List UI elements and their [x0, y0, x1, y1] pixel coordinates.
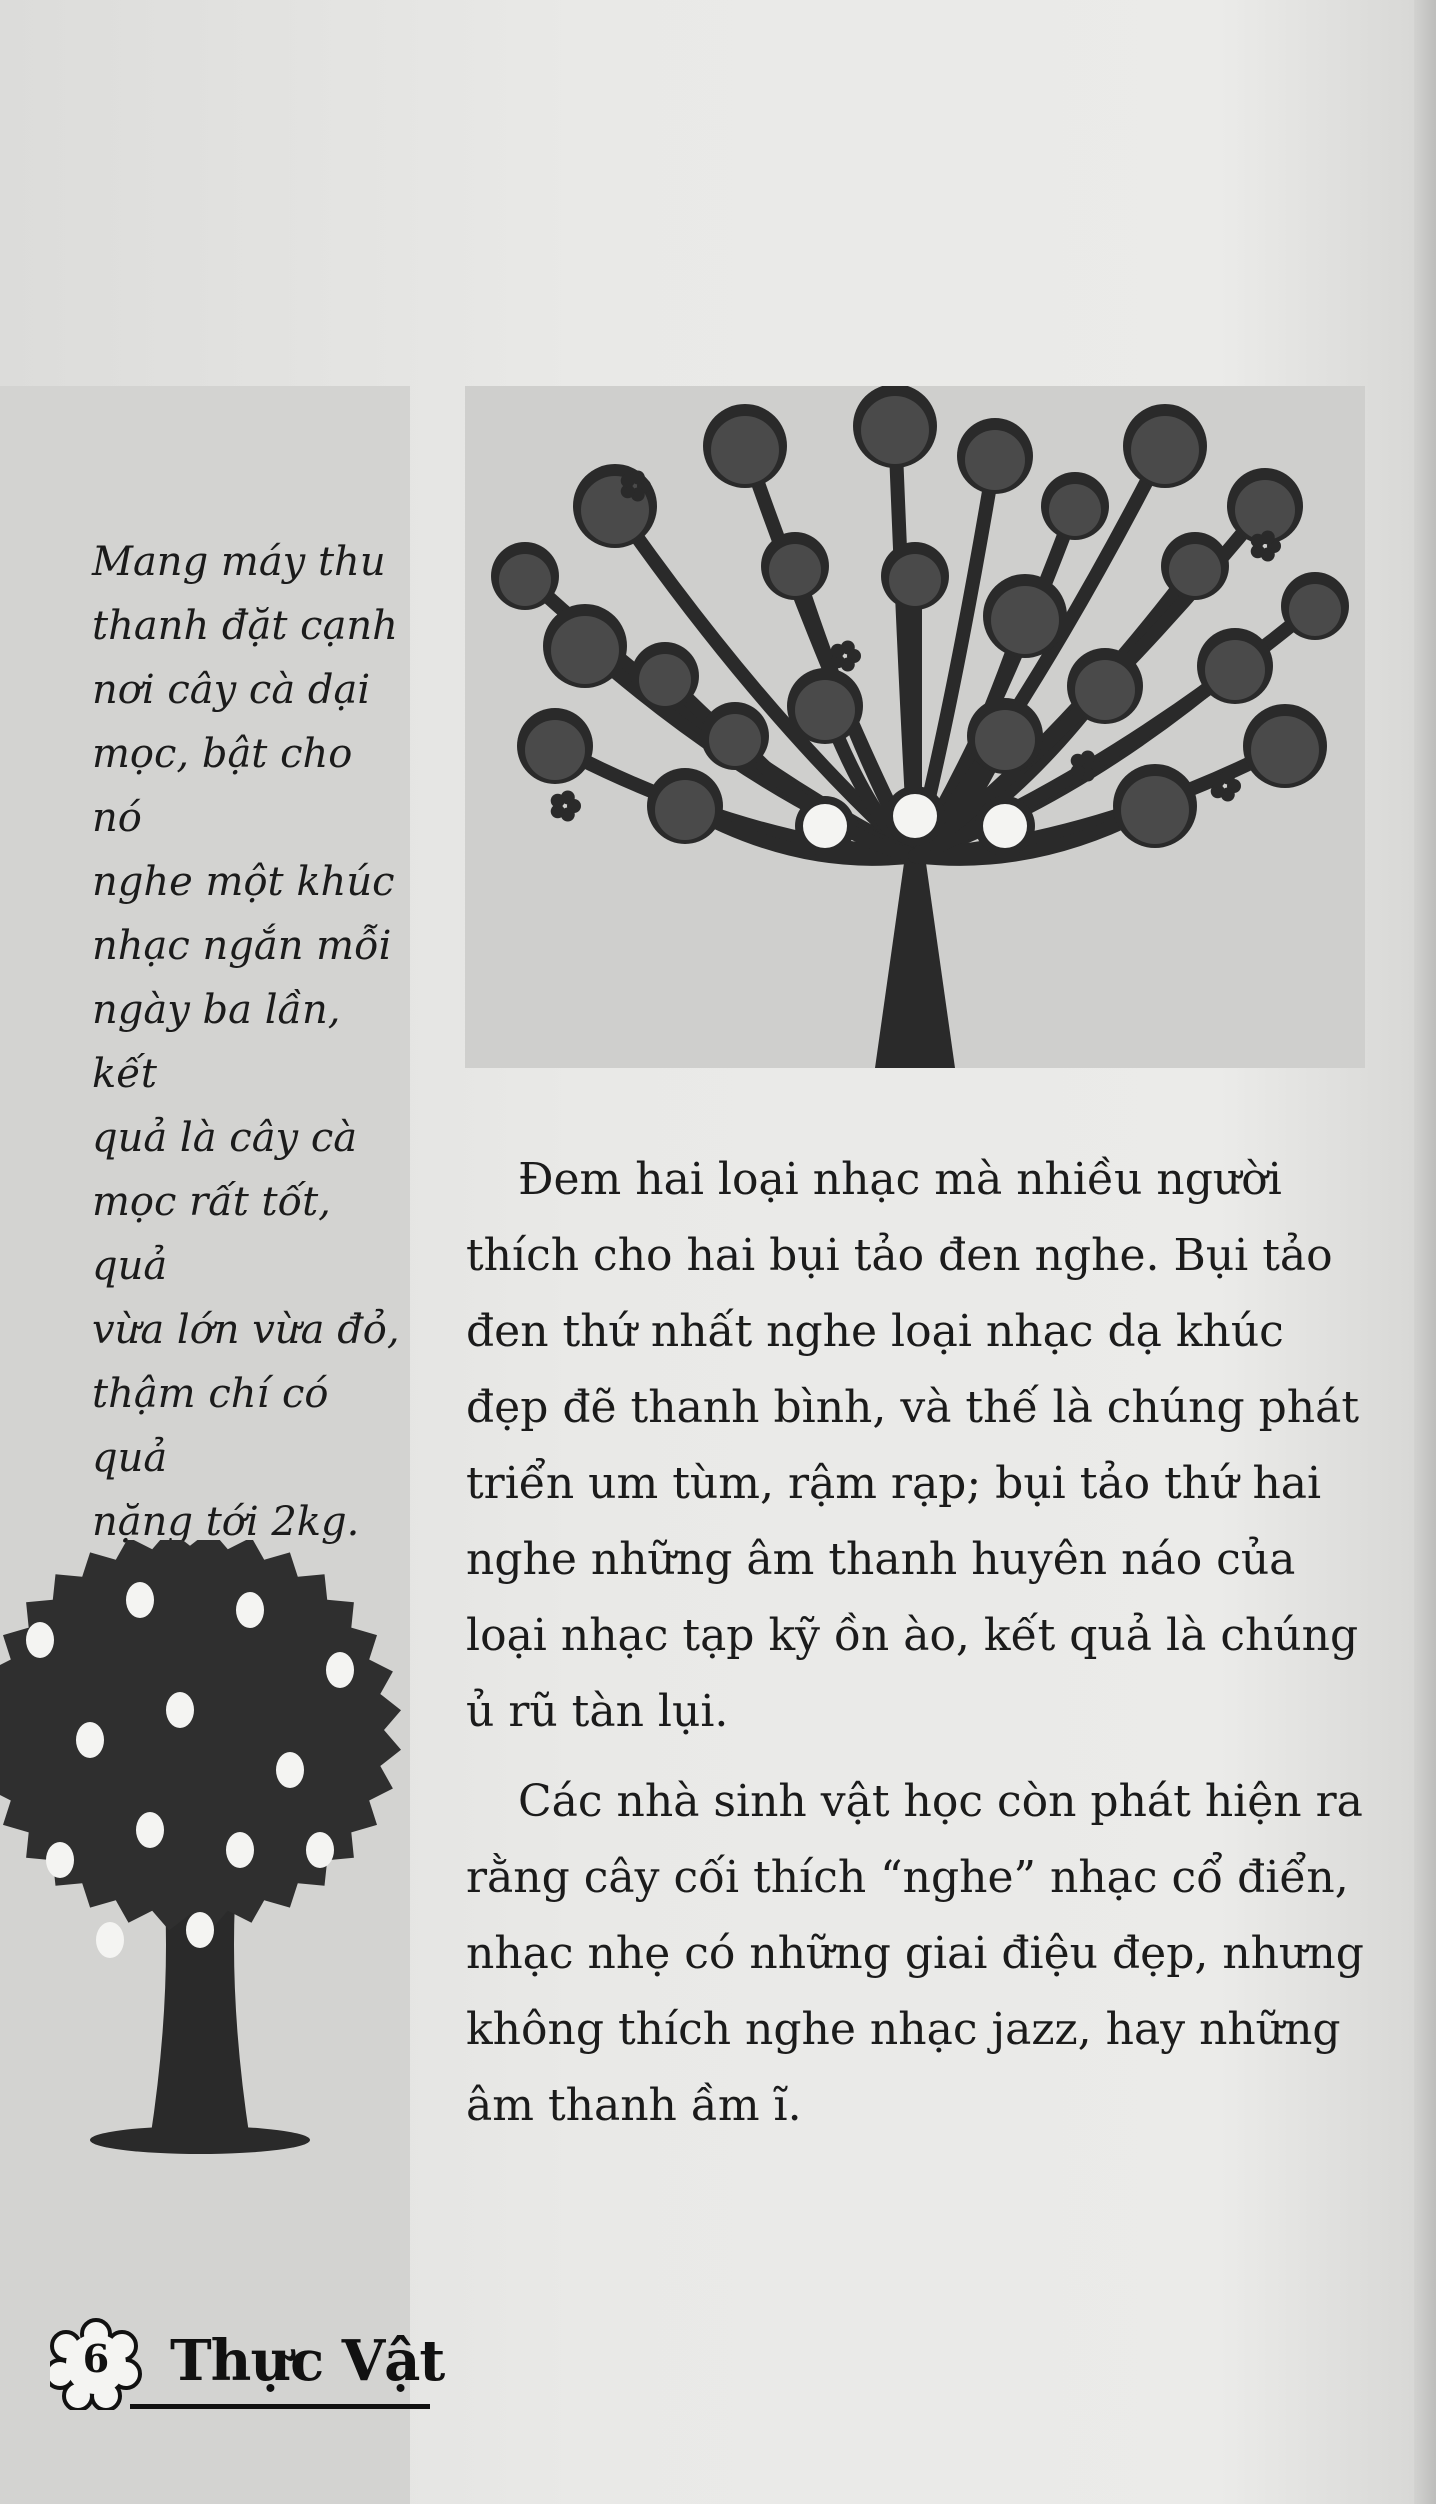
- page-number: 6: [82, 2336, 110, 2381]
- book-title: Thực Vật: [170, 2328, 445, 2394]
- article-body: [466, 1142, 1371, 2144]
- decorative-tree-icon: [465, 386, 1365, 1068]
- paragraph: Các nhà sinh vật học còn phát hiện ra rằng cây cối thích “nghe” nhạc cổ điển, nhạc nhẹ có những giai điệu đẹp, nhưng không thích nghe nhạc jazz, hay những âm thanh ầm ĩ.: [466, 1776, 1364, 2131]
- paragraph: Đem hai loại nhạc mà nhiều người thích cho hai bụi tảo đen nghe. Bụi tảo đen thứ nhất nghe loại nhạc dạ khúc đẹp đẽ thanh bình, và thế là chúng phát triển um tùm, rậm rạp; bụi tảo thứ hai nghe những âm thanh huyên náo của loại nhạc tạp kỹ ồn ào, kết quả là chúng ủ rũ tàn lụi.: [466, 1154, 1360, 1737]
- page-footer: [50, 2318, 445, 2418]
- page-edge: [1414, 0, 1436, 2504]
- footer-rule: [130, 2404, 430, 2409]
- round-bush-icon: [0, 1540, 410, 2160]
- round-bush-illustration: [0, 1540, 410, 2160]
- sidebar-caption: Mang máy thu thanh đặt cạnh nơi cây cà dại mọc, bật cho nó nghe một khúc nhạc ngắn mỗi ngày ba lần, kết quả là cây cà mọc rất tốt, quả vừa lớn vừa đỏ, thậm chí có quả nặng tới 2kg.: [92, 539, 400, 1545]
- tree-illustration: [465, 386, 1365, 1068]
